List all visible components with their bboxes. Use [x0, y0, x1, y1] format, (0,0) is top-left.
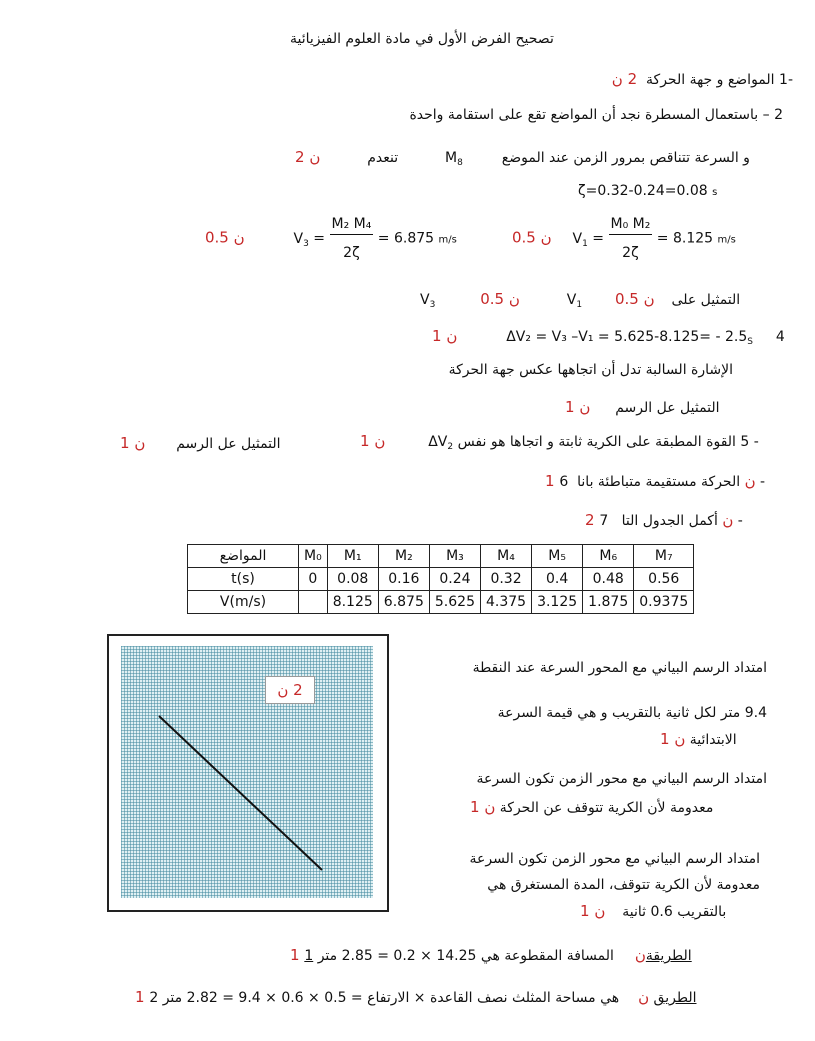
question-2: [409, 107, 783, 123]
table-header-cell: M₀: [299, 545, 328, 568]
table-cell: 0: [299, 568, 328, 591]
v3-points: 0.5 ن: [205, 228, 245, 247]
q4-points: 1 ن: [432, 327, 458, 345]
table-cell: 0.9375: [634, 591, 694, 614]
table-cell: 0.16: [378, 568, 429, 591]
v3-fraction: [330, 216, 374, 261]
para1-line2: 9.4 متر لكل ثانية بالتقريب و هي قيمة السرعة: [497, 705, 767, 721]
q2-line1: باستعمال المسطرة نجد أن المواضع تقع على استقامة واحدة: [409, 107, 759, 123]
method1-label: الطريقة: [645, 948, 692, 964]
q4-unit: S: [747, 337, 753, 347]
para1-line3-row: [660, 730, 737, 748]
method2-label-num: 2: [149, 990, 159, 1006]
table-header-cell: المواضع: [188, 545, 299, 568]
q1-text: المواضع و جهة الحركة: [646, 72, 775, 88]
v3-denominator: 2ζ: [343, 245, 360, 261]
velocity-line: [159, 716, 322, 870]
table-cell: 0.08: [327, 568, 378, 591]
q6-points: 1 ن: [545, 472, 756, 490]
q5-repr-points: 1 ن: [120, 434, 146, 452]
method1-text: المسافة المقطوعة هي 14.25 × 0.2 = 2.85 متر: [317, 948, 614, 964]
question-6: [545, 472, 765, 490]
v1-points: 0.5 ن: [512, 228, 552, 247]
table-cell: 5.625: [429, 591, 480, 614]
v1-numerator: M₀ M₂: [609, 216, 653, 235]
q6-number: 6 -: [559, 474, 766, 490]
q7-points: 2 ن: [585, 511, 734, 529]
repr-v3-points: 0.5 ن: [480, 290, 520, 308]
table-header-cell: M₇: [634, 545, 694, 568]
table-cell: 8.125: [327, 591, 378, 614]
table-cell: 0.56: [634, 568, 694, 591]
q2-number: 2 –: [762, 107, 783, 123]
v3-numerator: M₂ M₄: [330, 216, 374, 235]
data-table: [187, 544, 694, 614]
table-header-cell: M₆: [583, 545, 634, 568]
v1-fraction: [609, 216, 653, 261]
v1-unit: m/s: [717, 234, 736, 246]
table-cell: 0.48: [583, 568, 634, 591]
q6-text: الحركة مستقيمة متباطئة بانا: [577, 474, 741, 490]
table-row-label: V(m/s): [188, 591, 299, 614]
q5-points: 1 ن: [360, 432, 386, 450]
q2-line2-row: [295, 148, 750, 168]
table-cell: [299, 591, 328, 614]
table-row-label: t(s): [188, 568, 299, 591]
repr-v1-points: 0.5 ن: [614, 290, 655, 308]
tau-unit: s: [712, 187, 718, 198]
velocity-graph: [107, 634, 389, 912]
question-4: [432, 327, 785, 347]
graph-points-box: [265, 676, 315, 704]
q1-number: -1: [779, 72, 793, 88]
method2-text: هي مساحة المثلث نصف القاعدة × الارتفاع = 0.5 × 0.6 × 9.4 = 2.82 متر: [162, 990, 620, 1006]
para1-points: 1 ن: [660, 730, 686, 748]
q7-number: 7 -: [599, 513, 743, 529]
q5-dv: $\Delta V_2$: [428, 434, 454, 452]
q5-number: 5 -: [740, 434, 759, 450]
table-header-cell: M₄: [480, 545, 531, 568]
v3-value: = 6.875: [377, 230, 435, 247]
v1-denominator: 2ζ: [622, 245, 639, 261]
v1-formula: 0.5 ن $V_1$ = $\frac{\text{M₀ M₂}}{2\zeta}$ = 8.125 m/s: [512, 216, 736, 261]
q7-text: أكمل الجدول التا: [621, 513, 718, 529]
para2-line2-row: [470, 798, 713, 816]
table-cell: 0.24: [429, 568, 480, 591]
tau-formula: [578, 183, 717, 199]
q4-line3: التمثيل عل الرسم: [615, 400, 720, 416]
para3-points: 1 ن: [580, 902, 606, 920]
table-header-cell: M₂: [378, 545, 429, 568]
q2-m8: $M_8$: [445, 150, 463, 168]
para3-line3-row: [580, 902, 726, 920]
q2-vanish: تنعدم: [367, 150, 399, 166]
q2-line2: و السرعة تتناقص بمرور الزمن عند الموضع: [501, 150, 750, 166]
page-title: تصحيح الفرض الأول في مادة العلوم الفيزيائية: [290, 31, 554, 47]
table-cell: 1.875: [583, 591, 634, 614]
q4-line3-points: 1 ن: [565, 398, 591, 416]
q1-points: 2 ن: [611, 70, 638, 88]
table-cell: 0.32: [480, 568, 531, 591]
method1-points: 1 ن: [290, 946, 646, 964]
para3-line3: بالتقريب 0.6 ثانية: [622, 904, 727, 920]
repr-v3: $V_3$: [420, 292, 436, 310]
table-cell: 3.125: [532, 591, 583, 614]
question-1: [612, 70, 793, 88]
v3-unit: m/s: [438, 234, 457, 246]
question-5: [360, 432, 759, 452]
repr-row: [420, 290, 740, 310]
method2-points: 1 ن: [135, 988, 650, 1006]
para2-line1: امتداد الرسم البياني مع محور الزمن تكون السرعة: [476, 771, 767, 787]
para1-line3: الابتدائية: [689, 732, 737, 748]
v1-lhs: $V_1$: [572, 230, 588, 249]
table-cell: 4.375: [480, 591, 531, 614]
q4-number: 4: [775, 329, 785, 345]
q2-points: 2 ن: [295, 148, 321, 166]
question-7: [585, 511, 743, 529]
table-row-v: [188, 591, 694, 614]
para2-points: 1 ن: [470, 798, 496, 816]
table-header-row: [188, 545, 694, 568]
para3-line2: معدومة لأن الكرية تتوقف، المدة المستغرق هي: [487, 877, 760, 893]
q5-repr-row: [120, 434, 281, 452]
graph-points: 2 ن: [277, 681, 303, 699]
table-header-cell: M₁: [327, 545, 378, 568]
para3-line1: امتداد الرسم البياني مع محور الزمن تكون السرعة: [469, 851, 760, 867]
graph-plot: [109, 636, 387, 910]
q5-text: القوة المطبقة على الكرية ثابتة و اتجاها هو نفس: [457, 434, 736, 450]
q5-repr-label: التمثيل عل الرسم: [176, 436, 281, 452]
table-header-cell: M₃: [429, 545, 480, 568]
q4-equation: ΔV₂ = V₃ –V₁ = 5.625-8.125= - 2.5: [506, 329, 748, 345]
v3-formula: 0.5 ن $V_3$ = $\frac{\text{M₂ M₄}}{2\zeta}$ = 6.875 m/s: [205, 216, 457, 261]
para2-line2: معدومة لأن الكرية تتوقف عن الحركة: [499, 800, 714, 816]
repr-v1: $V_1$: [566, 292, 583, 310]
tau-text: ζ=0.32-0.24=0.08: [578, 183, 708, 199]
method1-label-num: 1: [304, 948, 314, 964]
v1-value: = 8.125: [656, 230, 714, 247]
para1-line1: امتداد الرسم البياني مع المحور السرعة عند النقطة: [472, 660, 767, 676]
q4-line2: الإشارة السالبة تدل أن اتجاهها عكس جهة الحركة: [448, 362, 733, 378]
v3-lhs: $V_3$: [293, 230, 309, 249]
table-cell: 0.4: [532, 568, 583, 591]
method-1: [290, 946, 692, 964]
table-row-t: [188, 568, 694, 591]
method2-label: الطريق: [653, 990, 697, 1006]
q4-line3-row: [565, 398, 720, 416]
method-2: [135, 988, 696, 1006]
repr-label: التمثيل على: [671, 292, 741, 308]
table-header-cell: M₅: [532, 545, 583, 568]
table-cell: 6.875: [378, 591, 429, 614]
